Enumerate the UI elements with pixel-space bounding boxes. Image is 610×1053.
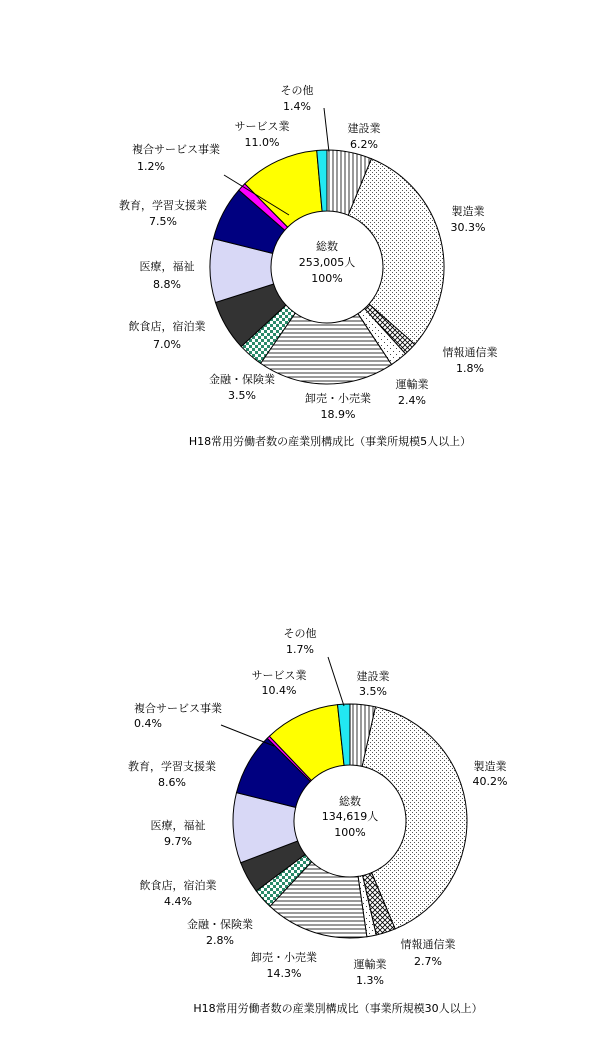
slice-value-label: 1.3% (356, 974, 384, 987)
slice-name-label: 製造業 (473, 760, 507, 773)
slice-name-label: 医療，福祉 (150, 819, 206, 832)
slice-value-label: 1.2% (137, 160, 165, 173)
slice-value-label: 1.7% (286, 643, 314, 656)
slice-value-label: 14.3% (266, 967, 302, 980)
slice-value-label: 0.4% (134, 717, 162, 730)
slice-name-label: 飲食店，宿泊業 (128, 320, 206, 333)
center-total-line: 総数 (316, 240, 338, 253)
chart-title: H18常用労働者数の産業別構成比（事業所規模30人以上） (193, 1002, 483, 1015)
slice-name-label: サービス業 (234, 120, 290, 133)
slice-value-label: 8.8% (153, 278, 181, 291)
slice-value-label: 2.7% (414, 955, 442, 968)
leader-line (324, 108, 329, 152)
pie-chart-5-plus (119, 83, 498, 448)
slice-value-label: 2.8% (206, 934, 234, 947)
center-total-line: 100% (334, 826, 366, 839)
slice-value-label: 10.4% (261, 684, 297, 697)
slice-name-label: 情報通信業 (400, 938, 456, 951)
slice-name-label: 金融・保険業 (209, 373, 275, 386)
slice-name-label: 複合サービス事業 (132, 143, 220, 156)
slice-name-label: 医療，福祉 (139, 260, 195, 273)
slice-value-label: 40.2% (472, 775, 508, 788)
slice-value-label: 11.0% (244, 136, 280, 149)
slice-value-label: 3.5% (359, 685, 387, 698)
slice-value-label: 8.6% (158, 776, 186, 789)
slice-name-label: 卸売・小売業 (305, 392, 371, 405)
slice-name-label: 金融・保険業 (187, 918, 253, 931)
slice-value-label: 6.2% (350, 138, 378, 151)
center-total-line: 134,619人 (321, 810, 379, 823)
slice-value-label: 7.5% (149, 215, 177, 228)
slice-name-label: サービス業 (251, 669, 307, 682)
slice-value-label: 4.4% (164, 895, 192, 908)
slice-name-label: 複合サービス事業 (134, 702, 222, 715)
slice-value-label: 2.4% (398, 394, 426, 407)
slice-value-label: 3.5% (228, 389, 256, 402)
slice-name-label: 教育，学習支援業 (128, 760, 216, 773)
slice-value-label: 1.4% (283, 100, 311, 113)
center-total-line: 100% (311, 272, 343, 285)
slice-name-label: 教育，学習支援業 (119, 199, 207, 212)
leader-line (221, 725, 274, 746)
slice-value-label: 30.3% (450, 221, 486, 234)
slice-name-label: 製造業 (451, 205, 485, 218)
slice-name-label: 卸売・小売業 (251, 951, 317, 964)
slice-value-label: 7.0% (153, 338, 181, 351)
slice-name-label: 運輸業 (395, 378, 429, 391)
slice-value-label: 1.8% (456, 362, 484, 375)
pie-chart-30-plus (128, 626, 507, 1015)
center-total-line: 総数 (339, 795, 361, 808)
slice-name-label: 運輸業 (353, 958, 387, 971)
slice-name-label: 建設業 (347, 122, 381, 135)
slice-name-label: その他 (280, 84, 314, 97)
slice-name-label: 情報通信業 (442, 346, 498, 359)
slice-value-label: 9.7% (164, 835, 192, 848)
slice-name-label: 飲食店，宿泊業 (139, 879, 217, 892)
center-total-line: 253,005人 (298, 256, 356, 269)
chart-title: H18常用労働者数の産業別構成比（事業所規模5人以上） (188, 435, 472, 448)
slice-name-label: 建設業 (356, 670, 390, 683)
slice-value-label: 18.9% (320, 408, 356, 421)
slice-name-label: その他 (283, 627, 317, 640)
leader-line (328, 657, 344, 706)
